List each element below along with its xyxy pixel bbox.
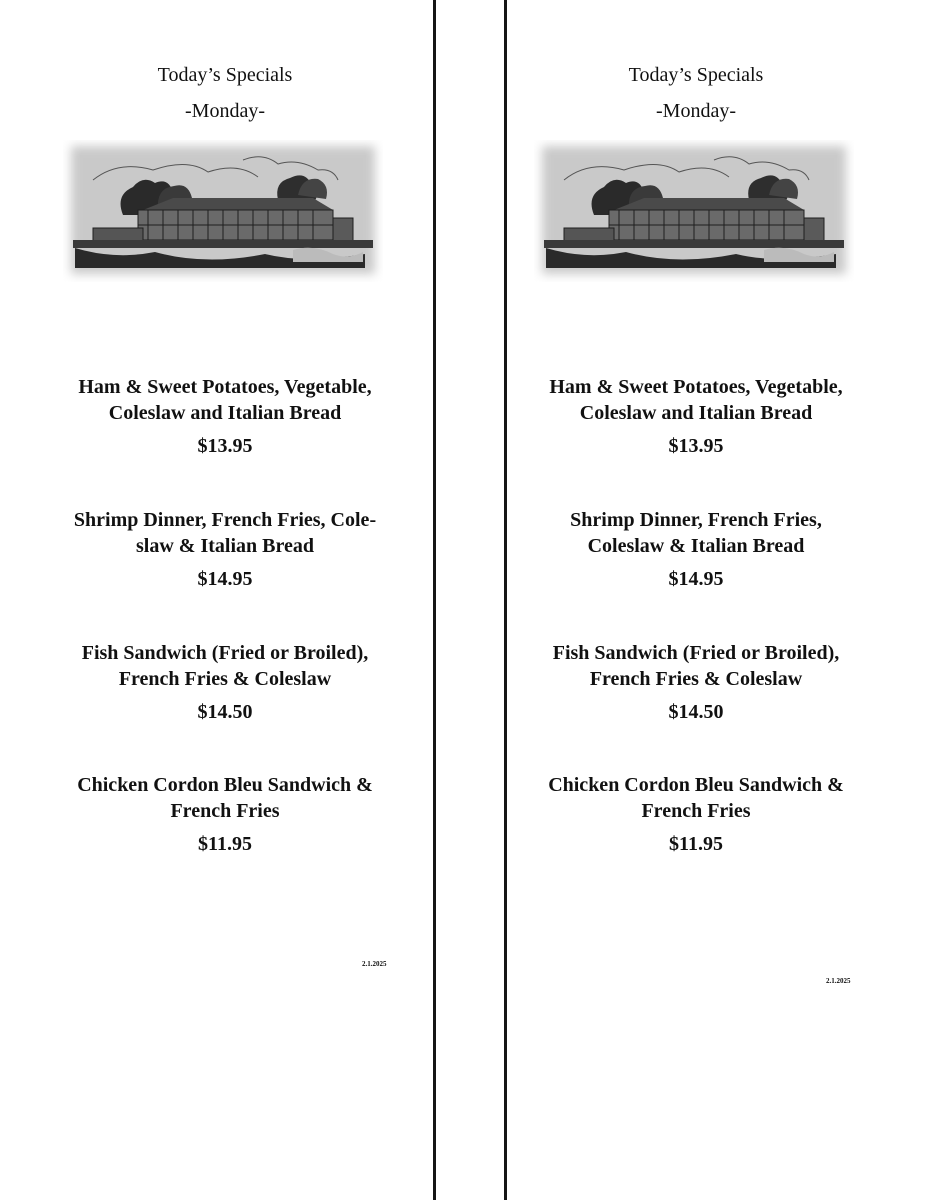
item-name-line: French Fries (641, 800, 751, 822)
page-title: Today’s Specials (628, 64, 764, 86)
item-name-line: Ham & Sweet Potatoes, Vegetable, (549, 376, 843, 398)
menu-item (516, 374, 876, 458)
menu-panel-left (45, 0, 405, 1200)
menu-panel-right (516, 0, 876, 1200)
building-sketch-icon (534, 140, 854, 282)
item-price: $14.50 (197, 701, 253, 723)
date-stamp: 2.1.2025 (826, 977, 851, 985)
item-name (516, 772, 876, 824)
menu-item (516, 772, 876, 856)
menu-item (516, 507, 876, 591)
center-divider-left (433, 0, 436, 1200)
item-name-line: Chicken Cordon Bleu Sandwich & (77, 774, 373, 796)
item-name-line: Fish Sandwich (Fried or Broiled), (552, 642, 840, 664)
center-divider-right (504, 0, 507, 1200)
item-name-line: Chicken Cordon Bleu Sandwich & (548, 774, 844, 796)
item-name-line: French Fries & Coleslaw (118, 668, 332, 690)
item-price: $14.95 (197, 568, 253, 590)
menu-item (45, 374, 405, 458)
item-name-line: French Fries & Coleslaw (589, 668, 803, 690)
item-name-line: Coleslaw and Italian Bread (579, 402, 813, 424)
menu-item (45, 772, 405, 856)
item-name-line: Ham & Sweet Potatoes, Vegetable, (78, 376, 372, 398)
item-name (45, 772, 405, 824)
page-title: Today’s Specials (157, 64, 293, 86)
item-price: $14.95 (668, 568, 724, 590)
date-stamp: 2.1.2025 (362, 960, 387, 968)
item-price: $11.95 (198, 833, 252, 855)
item-name (45, 640, 405, 692)
item-price: $13.95 (668, 435, 724, 457)
item-price: $13.95 (197, 435, 253, 457)
item-name-line: Shrimp Dinner, French Fries, (570, 509, 822, 531)
item-name-line: French Fries (170, 800, 280, 822)
day-label: -Monday- (656, 100, 736, 122)
item-name-line: Shrimp Dinner, French Fries, Cole- (73, 509, 377, 531)
item-name (516, 507, 876, 559)
item-name (516, 640, 876, 692)
day-label: -Monday- (185, 100, 265, 122)
item-name (45, 507, 405, 559)
item-name (45, 374, 405, 426)
building-sketch-icon (63, 140, 383, 282)
menu-item (45, 640, 405, 724)
item-name (516, 374, 876, 426)
menu-item (516, 640, 876, 724)
item-price: $14.50 (668, 701, 724, 723)
menu-item (45, 507, 405, 591)
item-name-line: Coleslaw & Italian Bread (587, 535, 805, 557)
item-price: $11.95 (669, 833, 723, 855)
item-name-line: slaw & Italian Bread (136, 535, 314, 557)
item-name-line: Coleslaw and Italian Bread (108, 402, 342, 424)
item-name-line: Fish Sandwich (Fried or Broiled), (81, 642, 369, 664)
